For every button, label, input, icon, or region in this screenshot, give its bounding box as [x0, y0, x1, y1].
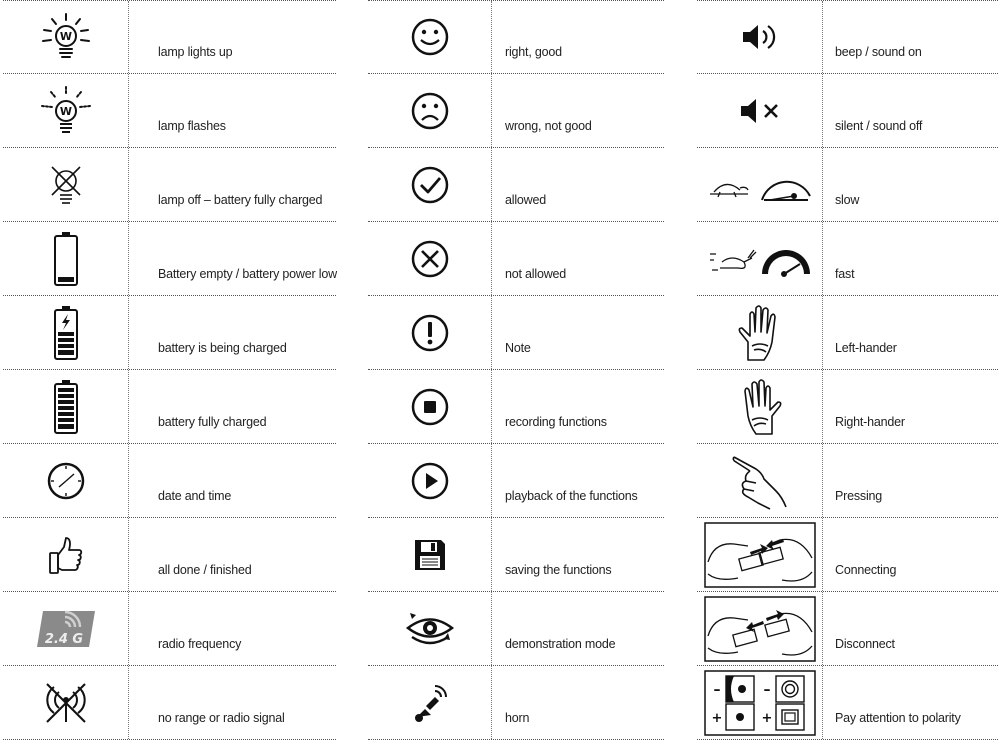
legend-label: playback of the functions	[505, 489, 638, 503]
legend-row	[3, 0, 336, 74]
radio-frequency-text: 2.4 G	[44, 631, 83, 647]
legend-label: not allowed	[505, 267, 567, 281]
legend-label: beep / sound on	[835, 45, 922, 59]
legend-label: no range or radio signal	[158, 711, 285, 725]
legend-row	[697, 148, 998, 222]
play-icon	[410, 461, 450, 501]
turtle-slow-icon	[708, 166, 812, 204]
legend-label: battery is being charged	[158, 341, 287, 355]
column-status-functions	[368, 0, 664, 740]
rabbit-fast-icon	[708, 240, 812, 278]
cross-circle-icon	[410, 239, 450, 279]
legend-label: Pressing	[835, 489, 883, 503]
legend-label: Right-hander	[835, 415, 905, 429]
svg-text:W: W	[59, 30, 72, 43]
legend-row	[3, 74, 336, 148]
polarity-icon	[704, 670, 816, 736]
legend-row	[697, 222, 998, 296]
legend-label: all done / finished	[158, 563, 252, 577]
legend-row	[368, 370, 664, 444]
polarity-minus-label: –	[763, 681, 770, 698]
legend-row	[697, 518, 998, 592]
legend-row	[697, 444, 998, 518]
legend-row	[368, 518, 664, 592]
legend-label: date and time	[158, 489, 232, 503]
legend-row	[697, 666, 998, 740]
legend-row	[3, 222, 336, 296]
thumbs-up-icon	[48, 535, 84, 575]
connecting-icon	[704, 522, 816, 588]
legend-label: right, good	[505, 45, 562, 59]
disconnect-icon	[704, 596, 816, 662]
horn-icon	[413, 683, 447, 723]
legend-label: Battery empty / battery power low	[158, 267, 337, 281]
legend-label: silent / sound off	[835, 119, 923, 133]
legend-row	[3, 518, 336, 592]
legend-row	[3, 444, 336, 518]
legend-label: lamp lights up	[158, 45, 233, 59]
legend-label: saving the functions	[505, 563, 612, 577]
svg-text:W: W	[59, 104, 72, 118]
legend-row	[368, 444, 664, 518]
battery-empty-icon	[53, 231, 79, 287]
legend-row	[697, 74, 998, 148]
column-sound-speed-handling	[697, 0, 998, 740]
pressing-finger-icon	[730, 451, 790, 511]
legend-row	[368, 148, 664, 222]
floppy-disk-icon	[413, 538, 447, 572]
record-stop-icon	[410, 387, 450, 427]
legend-row	[697, 592, 998, 666]
legend-label: battery fully charged	[158, 415, 267, 429]
no-signal-icon	[43, 682, 89, 724]
legend-row	[368, 0, 664, 74]
legend-row	[3, 592, 336, 666]
legend-label: fast	[835, 267, 855, 281]
polarity-plus-label: +	[711, 710, 722, 726]
legend-label: radio frequency	[158, 637, 242, 651]
legend-label: Left-hander	[835, 341, 897, 355]
legend-row	[3, 370, 336, 444]
legend-row	[368, 592, 664, 666]
legend-label: Disconnect	[835, 637, 895, 651]
legend-row	[697, 370, 998, 444]
legend-row	[3, 666, 336, 740]
legend-label: lamp flashes	[158, 119, 226, 133]
polarity-plus-label: +	[761, 710, 772, 726]
legend-row	[3, 296, 336, 370]
legend-label: Note	[505, 341, 531, 355]
exclamation-circle-icon	[410, 313, 450, 353]
battery-charging-icon	[53, 305, 79, 361]
column-lamp-battery	[3, 0, 336, 740]
legend-label: allowed	[505, 193, 546, 207]
legend-label: slow	[835, 193, 860, 207]
legend-label: Pay attention to polarity	[835, 711, 961, 725]
lamp-lights-up-icon	[38, 12, 94, 62]
legend-row	[3, 148, 336, 222]
legend-row	[368, 296, 664, 370]
lamp-flashes-icon	[38, 86, 94, 136]
speaker-off-icon	[738, 96, 782, 126]
eye-rotate-icon	[404, 611, 456, 647]
right-hand-icon	[734, 376, 786, 438]
legend-label: Connecting	[835, 563, 897, 577]
check-circle-icon	[410, 165, 450, 205]
legend-label: demonstration mode	[505, 637, 616, 651]
smiley-happy-icon	[410, 17, 450, 57]
legend-row	[697, 296, 998, 370]
legend-label: recording functions	[505, 415, 607, 429]
legend-label: wrong, not good	[505, 119, 592, 133]
clock-icon	[46, 461, 86, 501]
legend-row	[368, 222, 664, 296]
legend-row	[368, 666, 664, 740]
legend-row	[368, 74, 664, 148]
legend-label: lamp off – battery fully charged	[158, 193, 323, 207]
legend-label: horn	[505, 711, 530, 725]
speaker-on-icon	[740, 22, 780, 52]
battery-full-icon	[53, 379, 79, 435]
legend-row	[697, 0, 998, 74]
lamp-off-icon	[46, 163, 86, 207]
radio-frequency-icon	[35, 609, 97, 649]
left-hand-icon	[734, 302, 786, 364]
polarity-minus-label: –	[713, 681, 720, 698]
smiley-sad-icon	[410, 91, 450, 131]
